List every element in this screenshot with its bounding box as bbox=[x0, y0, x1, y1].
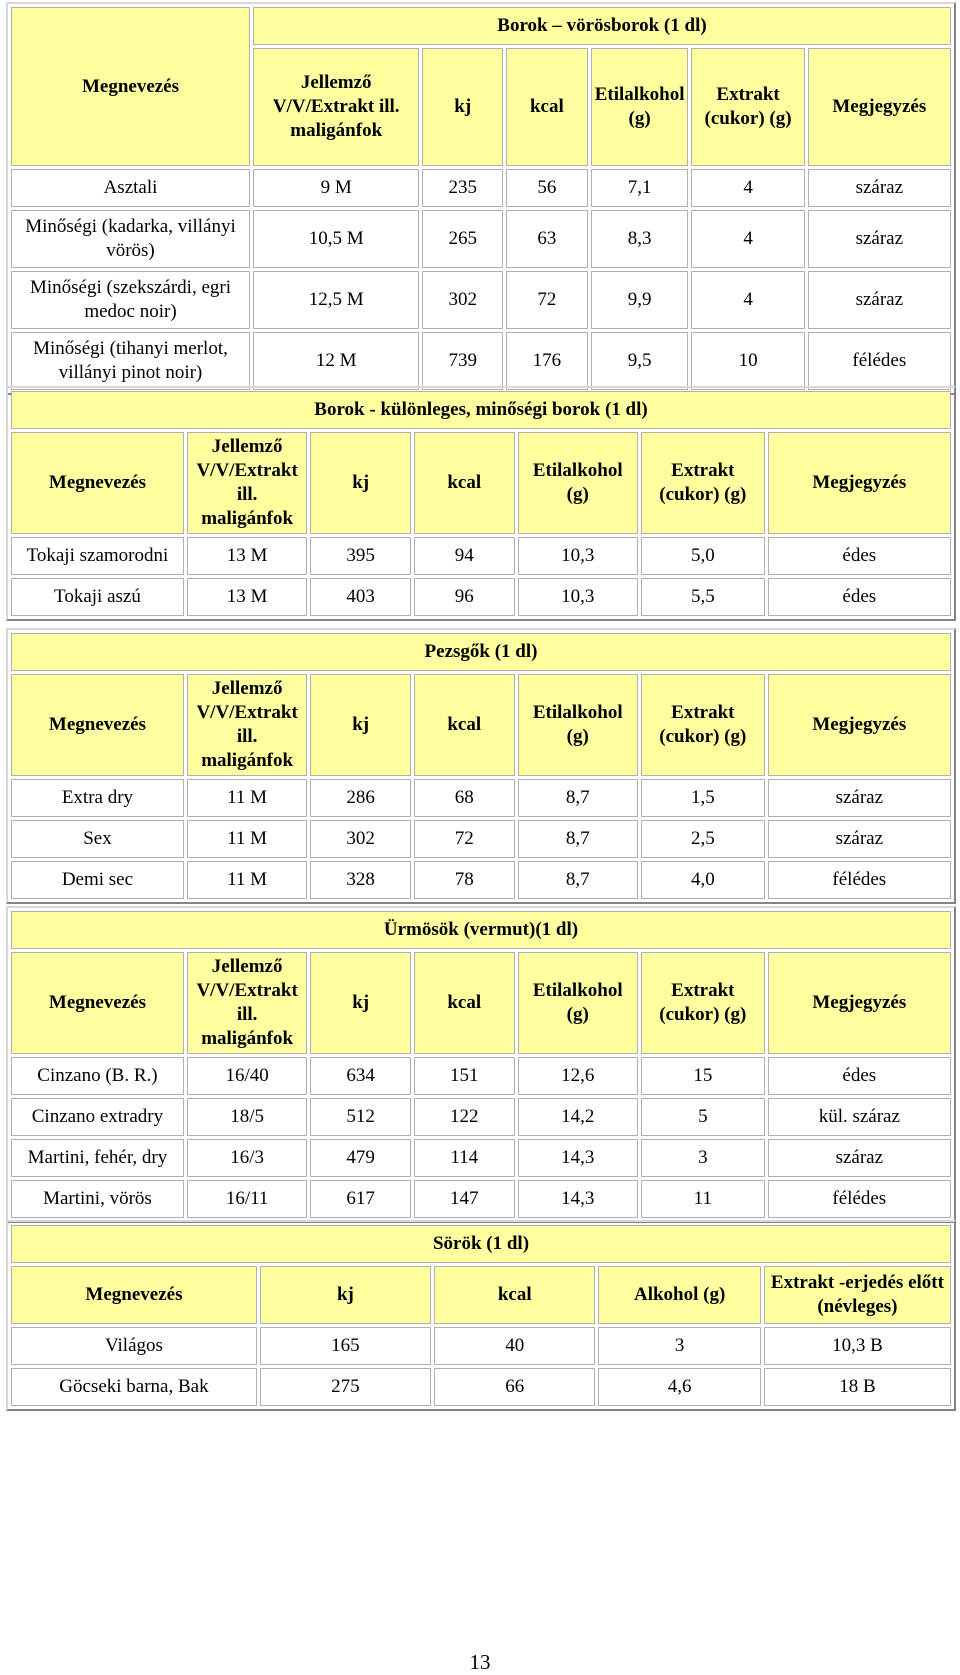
table-row bbox=[11, 332, 951, 390]
header-cell-kj: kj bbox=[310, 674, 411, 776]
table-row bbox=[11, 1139, 951, 1177]
data-cell: 11 M bbox=[187, 779, 307, 817]
header-row bbox=[11, 952, 951, 1054]
data-cell: 18 B bbox=[764, 1368, 951, 1406]
header-row bbox=[11, 432, 951, 534]
row-label-cell: Tokaji szamorodni bbox=[11, 537, 184, 575]
data-cell: 3 bbox=[598, 1327, 760, 1365]
data-cell: 286 bbox=[310, 779, 411, 817]
data-cell: 13 M bbox=[187, 578, 307, 616]
header-cell-jellemzo-v-v-extrakt-ill-maliganfok: Jellemző V/V/Extrakt ill. maligánfok bbox=[187, 432, 307, 534]
data-cell: édes bbox=[768, 578, 951, 616]
header-cell-extrakt-cukor-g: Extrakt (cukor) (g) bbox=[641, 432, 765, 534]
data-cell: 617 bbox=[310, 1180, 411, 1218]
data-cell: 56 bbox=[506, 169, 588, 207]
data-cell: száraz bbox=[808, 169, 951, 207]
table-row bbox=[11, 1368, 951, 1406]
table-row bbox=[11, 1180, 951, 1218]
table-row bbox=[11, 578, 951, 616]
table-title-row bbox=[11, 633, 951, 671]
data-cell: 11 M bbox=[187, 820, 307, 858]
data-cell: 15 bbox=[641, 1057, 765, 1095]
data-cell: 9,9 bbox=[591, 271, 689, 329]
header-row bbox=[11, 674, 951, 776]
table-row bbox=[11, 861, 951, 899]
header-cell-jellemzo-v-v-extrakt-ill-maliganfok: Jellemző V/V/Extrakt ill. maligánfok bbox=[187, 952, 307, 1054]
header-cell-kj: kj bbox=[310, 432, 411, 534]
row-label-cell: Göcseki barna, Bak bbox=[11, 1368, 257, 1406]
table-title: Ürmösök (vermut)(1 dl) bbox=[11, 911, 951, 949]
data-cell: 78 bbox=[414, 861, 515, 899]
data-cell: 96 bbox=[414, 578, 515, 616]
data-cell: száraz bbox=[808, 271, 951, 329]
data-cell: félédes bbox=[808, 332, 951, 390]
row-label-cell: Minőségi (kadarka, villányi vörös) bbox=[11, 210, 250, 268]
data-cell: 16/3 bbox=[187, 1139, 307, 1177]
header-cell-megnevezes: Megnevezés bbox=[11, 1266, 257, 1324]
table-title: Pezsgők (1 dl) bbox=[11, 633, 951, 671]
data-cell: 4 bbox=[691, 169, 804, 207]
table-row bbox=[11, 779, 951, 817]
header-cell-megjegyzes: Megjegyzés bbox=[768, 432, 951, 534]
data-cell: édes bbox=[768, 537, 951, 575]
row-label-cell: Minőségi (tihanyi merlot, villányi pinot noir) bbox=[11, 332, 250, 390]
data-cell: 16/11 bbox=[187, 1180, 307, 1218]
data-cell: 479 bbox=[310, 1139, 411, 1177]
table-row bbox=[11, 1098, 951, 1136]
data-table bbox=[6, 2, 956, 395]
data-cell: kül. száraz bbox=[768, 1098, 951, 1136]
table-title: Borok – vörösborok (1 dl) bbox=[253, 7, 951, 45]
data-cell: 235 bbox=[422, 169, 503, 207]
table-row bbox=[11, 271, 951, 329]
table-title-row bbox=[11, 391, 951, 429]
header-cell-etilalkohol-g: Etilalkohol (g) bbox=[518, 674, 638, 776]
data-cell: 8,7 bbox=[518, 820, 638, 858]
data-cell: 3 bbox=[641, 1139, 765, 1177]
data-table bbox=[6, 386, 956, 621]
data-cell: 12,6 bbox=[518, 1057, 638, 1095]
data-cell: 5,0 bbox=[641, 537, 765, 575]
header-cell-etilalkohol-g: Etilalkohol (g) bbox=[591, 48, 689, 166]
row-label-cell: Cinzano (B. R.) bbox=[11, 1057, 184, 1095]
header-cell-kj: kj bbox=[260, 1266, 431, 1324]
row-label-cell: Martini, fehér, dry bbox=[11, 1139, 184, 1177]
data-cell: 176 bbox=[506, 332, 588, 390]
table-title-row bbox=[11, 7, 951, 45]
table-1 bbox=[6, 2, 956, 395]
table-row bbox=[11, 1327, 951, 1365]
table-row bbox=[11, 210, 951, 268]
row-label-cell: Minőségi (szekszárdi, egri medoc noir) bbox=[11, 271, 250, 329]
data-cell: 4,6 bbox=[598, 1368, 760, 1406]
data-cell: 10,3 bbox=[518, 537, 638, 575]
data-cell: 14,3 bbox=[518, 1180, 638, 1218]
header-cell-megjegyzes: Megjegyzés bbox=[768, 674, 951, 776]
row-label-cell: Extra dry bbox=[11, 779, 184, 817]
data-cell: 40 bbox=[434, 1327, 596, 1365]
header-cell-etilalkohol-g: Etilalkohol (g) bbox=[518, 952, 638, 1054]
header-cell-megjegyzes: Megjegyzés bbox=[808, 48, 951, 166]
header-cell-kj: kj bbox=[422, 48, 503, 166]
row-label-cell: Tokaji aszú bbox=[11, 578, 184, 616]
data-cell: 12,5 M bbox=[253, 271, 419, 329]
data-cell: édes bbox=[768, 1057, 951, 1095]
data-cell: 9,5 bbox=[591, 332, 689, 390]
data-cell: 147 bbox=[414, 1180, 515, 1218]
table-5 bbox=[6, 1220, 956, 1411]
data-cell: 403 bbox=[310, 578, 411, 616]
data-cell: félédes bbox=[768, 861, 951, 899]
data-cell: 165 bbox=[260, 1327, 431, 1365]
data-cell: 66 bbox=[434, 1368, 596, 1406]
data-cell: száraz bbox=[768, 820, 951, 858]
header-cell-jellemzo-v-v-extrakt-ill-maliganfok: Jellemző V/V/Extrakt ill. maligánfok bbox=[253, 48, 419, 166]
data-cell: 151 bbox=[414, 1057, 515, 1095]
header-cell-megnevezes: Megnevezés bbox=[11, 674, 184, 776]
header-cell-kcal: kcal bbox=[506, 48, 588, 166]
header-cell-megnevezes: Megnevezés bbox=[11, 952, 184, 1054]
row-label-cell: Cinzano extradry bbox=[11, 1098, 184, 1136]
data-cell: 5 bbox=[641, 1098, 765, 1136]
data-cell: 10,5 M bbox=[253, 210, 419, 268]
data-table bbox=[6, 628, 956, 904]
data-cell: 8,7 bbox=[518, 861, 638, 899]
table-4 bbox=[6, 906, 956, 1223]
header-cell-megnevezes: Megnevezés bbox=[11, 432, 184, 534]
data-cell: 10,3 bbox=[518, 578, 638, 616]
table-title-row bbox=[11, 911, 951, 949]
data-cell: 16/40 bbox=[187, 1057, 307, 1095]
data-cell: 63 bbox=[506, 210, 588, 268]
data-cell: 9 M bbox=[253, 169, 419, 207]
data-cell: 18/5 bbox=[187, 1098, 307, 1136]
data-cell: 10,3 B bbox=[764, 1327, 951, 1365]
table-row bbox=[11, 169, 951, 207]
header-cell-megnevezes: Megnevezés bbox=[11, 7, 250, 166]
data-cell: 14,3 bbox=[518, 1139, 638, 1177]
data-cell: 302 bbox=[310, 820, 411, 858]
data-cell: 5,5 bbox=[641, 578, 765, 616]
data-cell: 265 bbox=[422, 210, 503, 268]
data-cell: félédes bbox=[768, 1180, 951, 1218]
data-cell: 68 bbox=[414, 779, 515, 817]
data-cell: 14,2 bbox=[518, 1098, 638, 1136]
row-label-cell: Sex bbox=[11, 820, 184, 858]
data-cell: 634 bbox=[310, 1057, 411, 1095]
header-cell-kj: kj bbox=[310, 952, 411, 1054]
data-cell: 114 bbox=[414, 1139, 515, 1177]
data-cell: 4,0 bbox=[641, 861, 765, 899]
data-cell: 4 bbox=[691, 271, 804, 329]
data-cell: 12 M bbox=[253, 332, 419, 390]
data-cell: száraz bbox=[768, 779, 951, 817]
data-cell: 2,5 bbox=[641, 820, 765, 858]
header-cell-kcal: kcal bbox=[414, 674, 515, 776]
header-cell-etilalkohol-g: Etilalkohol (g) bbox=[518, 432, 638, 534]
data-cell: száraz bbox=[808, 210, 951, 268]
data-cell: 8,3 bbox=[591, 210, 689, 268]
header-cell-megjegyzes: Megjegyzés bbox=[768, 952, 951, 1054]
data-cell: 122 bbox=[414, 1098, 515, 1136]
table-title-row bbox=[11, 1225, 951, 1263]
table-2 bbox=[6, 386, 956, 621]
data-table bbox=[6, 1220, 956, 1411]
header-cell-kcal: kcal bbox=[434, 1266, 596, 1324]
header-cell-kcal: kcal bbox=[414, 432, 515, 534]
table-row bbox=[11, 537, 951, 575]
data-cell: 512 bbox=[310, 1098, 411, 1136]
data-table bbox=[6, 906, 956, 1223]
data-cell: 275 bbox=[260, 1368, 431, 1406]
data-cell: 395 bbox=[310, 537, 411, 575]
header-cell-kcal: kcal bbox=[414, 952, 515, 1054]
data-cell: 8,7 bbox=[518, 779, 638, 817]
header-cell-alkohol-g: Alkohol (g) bbox=[598, 1266, 760, 1324]
row-label-cell: Demi sec bbox=[11, 861, 184, 899]
row-label-cell: Világos bbox=[11, 1327, 257, 1365]
header-cell-jellemzo-v-v-extrakt-ill-maliganfok: Jellemző V/V/Extrakt ill. maligánfok bbox=[187, 674, 307, 776]
row-label-cell: Asztali bbox=[11, 169, 250, 207]
row-label-cell: Martini, vörös bbox=[11, 1180, 184, 1218]
header-cell-extrakt-erjedes-elott-nevleges: Extrakt -erjedés előtt (névleges) bbox=[764, 1266, 951, 1324]
table-row bbox=[11, 820, 951, 858]
data-cell: 11 M bbox=[187, 861, 307, 899]
data-cell: 72 bbox=[414, 820, 515, 858]
data-cell: 11 bbox=[641, 1180, 765, 1218]
data-cell: 4 bbox=[691, 210, 804, 268]
data-cell: száraz bbox=[768, 1139, 951, 1177]
data-cell: 302 bbox=[422, 271, 503, 329]
table-3 bbox=[6, 628, 956, 904]
table-row bbox=[11, 1057, 951, 1095]
data-cell: 72 bbox=[506, 271, 588, 329]
header-row bbox=[11, 1266, 951, 1324]
data-cell: 1,5 bbox=[641, 779, 765, 817]
header-cell-extrakt-cukor-g: Extrakt (cukor) (g) bbox=[691, 48, 804, 166]
data-cell: 10 bbox=[691, 332, 804, 390]
data-cell: 739 bbox=[422, 332, 503, 390]
data-cell: 94 bbox=[414, 537, 515, 575]
data-cell: 13 M bbox=[187, 537, 307, 575]
data-cell: 328 bbox=[310, 861, 411, 899]
table-title: Sörök (1 dl) bbox=[11, 1225, 951, 1263]
table-title: Borok - különleges, minőségi borok (1 dl) bbox=[11, 391, 951, 429]
header-cell-extrakt-cukor-g: Extrakt (cukor) (g) bbox=[641, 674, 765, 776]
header-cell-extrakt-cukor-g: Extrakt (cukor) (g) bbox=[641, 952, 765, 1054]
data-cell: 7,1 bbox=[591, 169, 689, 207]
page-number: 13 bbox=[469, 1650, 491, 1674]
